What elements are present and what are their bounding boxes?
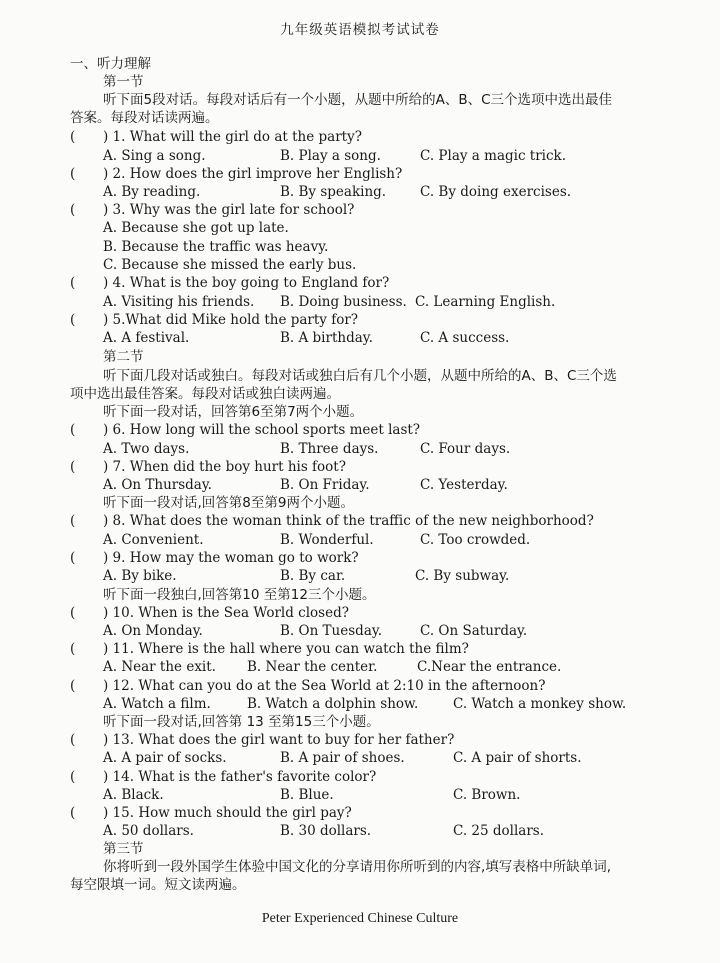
option-c: C. Four days. [420, 441, 511, 457]
question-text: ) 10. When is the Sea World closed? [103, 605, 349, 621]
answer-blank[interactable]: ( [70, 275, 76, 291]
option-a: A. Two days. [103, 441, 190, 457]
question-text: ) 9. How may the woman go to work? [103, 550, 359, 566]
question-text: ) 3. Why was the girl late for school? [103, 202, 355, 218]
option-b: B. A birthday. [280, 330, 373, 346]
option-c: C. Play a magic trick. [420, 148, 567, 164]
option-a: A. Watch a film. [103, 696, 211, 712]
option-b: B. Wonderful. [280, 532, 374, 548]
option-b: B. Blue. [280, 787, 334, 803]
option-c: C. Watch a monkey show. [453, 696, 627, 712]
answer-blank[interactable]: ( [70, 732, 76, 748]
option-a: A. Visiting his friends. [103, 294, 255, 310]
option-b: B. Doing business. [280, 294, 407, 310]
option-a: A. A pair of socks. [103, 750, 227, 766]
question-text: ) 7. When did the boy hurt his foot? [103, 459, 346, 475]
option-b: B. By speaking. [280, 184, 387, 200]
option-b: B. On Tuesday. [280, 623, 382, 639]
option-c: C. On Saturday. [420, 623, 528, 639]
answer-blank[interactable]: ( [70, 202, 76, 218]
option-c: C. Brown. [453, 787, 521, 803]
question-text: ) 5.What did Mike hold the party for? [103, 312, 359, 328]
option-c: C. A pair of shorts. [453, 750, 582, 766]
option-a: A. On Monday. [103, 623, 203, 639]
option-a: A. By reading. [103, 184, 201, 200]
part3-instruction: 你将听到一段外国学生体验中国文化的分享请用你所听到的内容,填写表格中所缺单词, [103, 859, 612, 875]
option-b: B. Watch a dolphin show. [247, 696, 419, 712]
part1-heading: 第一节 [103, 74, 144, 90]
option-a: A. Because she got up late. [103, 220, 289, 236]
option-a: A. A festival. [103, 330, 190, 346]
section-heading: 一、听力理解 [70, 56, 151, 72]
question-text: ) 4. What is the boy going to England for? [103, 275, 390, 291]
question-text: ) 11. Where is the hall where you can watch the film? [103, 641, 469, 657]
answer-blank[interactable]: ( [70, 678, 76, 694]
option-a: A. Near the exit. [103, 659, 216, 675]
part2-sub-instruction: 听下面一段独白,回答第10 至第12三个小题。 [103, 587, 376, 603]
passage-title: Peter Experienced Chinese Culture [261, 911, 459, 926]
answer-blank[interactable]: ( [70, 805, 76, 821]
part2-sub-instruction: 听下面一段对话,回答第 13 至第15三个小题。 [103, 714, 380, 730]
answer-blank[interactable]: ( [70, 166, 76, 182]
answer-blank[interactable]: ( [70, 641, 76, 657]
option-a: A. On Thursday. [103, 477, 212, 493]
option-c: C. Learning English. [415, 294, 556, 310]
answer-blank[interactable]: ( [70, 422, 76, 438]
option-a: A. Sing a song. [103, 148, 206, 164]
question-text: ) 15. How much should the girl pay? [103, 805, 352, 821]
part3-heading: 第三节 [103, 841, 144, 857]
question-text: ) 8. What does the woman think of the traffic of the new neighborhood? [103, 513, 594, 529]
part1-instruction-cont: 答案。每段对话读两遍。 [70, 110, 219, 126]
option-c: C. Because she missed the early bus. [103, 257, 357, 273]
option-b: B. On Friday. [280, 477, 370, 493]
option-a: A. Black. [103, 787, 164, 803]
option-c: C. 25 dollars. [453, 823, 545, 839]
part2-sub-instruction: 听下面一段对话,回答第8至第9两个小题。 [103, 495, 354, 511]
question-text: ) 1. What will the girl do at the party? [103, 129, 362, 145]
option-b: B. 30 dollars. [280, 823, 372, 839]
part2-instruction-cont: 项中选出最佳答案。每段对话或独白读两遍。 [70, 386, 340, 402]
question-text: ) 6. How long will the school sports meet last? [103, 422, 421, 438]
option-b: B. A pair of shoes. [280, 750, 405, 766]
option-b: B. By car. [280, 568, 346, 584]
option-b: B. Because the traffic was heavy. [103, 239, 329, 255]
question-text: ) 12. What can you do at the Sea World at 2:10 in the afternoon? [103, 678, 546, 694]
answer-blank[interactable]: ( [70, 605, 76, 621]
part2-instruction: 听下面几段对话或独白。每段对话或独白后有几个小题，从题中所给的A、B、C三个选 [103, 368, 617, 384]
part3-instruction-cont: 每空限填一词。短文读两遍。 [70, 877, 246, 893]
option-b: B. Near the center. [247, 659, 378, 675]
answer-blank[interactable]: ( [70, 550, 76, 566]
question-text: ) 13. What does the girl want to buy for her father? [103, 732, 455, 748]
option-c: C. By doing exercises. [420, 184, 572, 200]
option-a: A. By bike. [103, 568, 177, 584]
exam-title: 九年级英语模拟考试试卷 [280, 22, 440, 38]
option-a: A. 50 dollars. [103, 823, 194, 839]
option-a: A. Convenient. [103, 532, 204, 548]
part1-instruction: 听下面5段对话。每段对话后有一个小题，从题中所给的A、B、C三个选项中选出最佳 [103, 92, 613, 108]
question-text: ) 14. What is the father's favorite color? [103, 769, 377, 785]
option-b: B. Three days. [280, 441, 379, 457]
answer-blank[interactable]: ( [70, 312, 76, 328]
option-c: C. A success. [420, 330, 510, 346]
part2-heading: 第二节 [103, 349, 144, 365]
question-text: ) 2. How does the girl improve her English? [103, 166, 403, 182]
option-c: C.Near the entrance. [417, 659, 562, 675]
option-c: C. By subway. [415, 568, 510, 584]
option-c: C. Yesterday. [420, 477, 508, 493]
option-b: B. Play a song. [280, 148, 381, 164]
option-c: C. Too crowded. [420, 532, 531, 548]
answer-blank[interactable]: ( [70, 459, 76, 475]
part2-sub-instruction: 听下面一段对话，回答第6至第7两个小题。 [103, 404, 364, 420]
answer-blank[interactable]: ( [70, 129, 76, 145]
answer-blank[interactable]: ( [70, 513, 76, 529]
answer-blank[interactable]: ( [70, 769, 76, 785]
